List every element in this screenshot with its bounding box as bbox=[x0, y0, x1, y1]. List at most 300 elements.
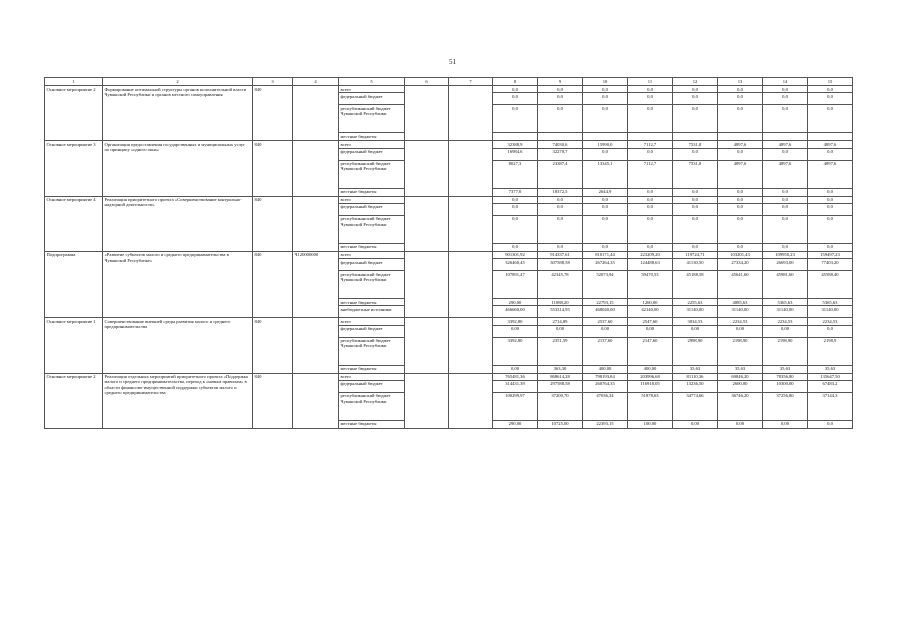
value-cell bbox=[808, 133, 853, 141]
source-cell: всего bbox=[339, 196, 405, 203]
value-cell: 18372,5 bbox=[538, 188, 583, 196]
empty-cell bbox=[449, 141, 493, 148]
source-cell: местные бюджеты bbox=[339, 299, 405, 306]
header-cell: 1 bbox=[45, 78, 103, 86]
target-code-cell: Ч120000000 bbox=[293, 251, 339, 318]
value-cell: 2644,9 bbox=[583, 188, 628, 196]
title-cell: Организация предоставления государственных и муниципальных услуг по принципу «одного окна» bbox=[103, 141, 253, 196]
value-cell: 0,0 bbox=[538, 196, 583, 203]
empty-cell bbox=[449, 243, 493, 251]
header-cell: 9 bbox=[538, 78, 583, 86]
value-cell: 290,00 bbox=[493, 299, 538, 306]
value-cell: 765481,36 bbox=[493, 373, 538, 380]
source-cell: местные бюджеты bbox=[339, 243, 405, 251]
value-cell: 7112,7 bbox=[628, 141, 673, 148]
value-cell: 0,0 bbox=[673, 93, 718, 105]
value-cell: 0,0 bbox=[538, 93, 583, 105]
value-cell: 0,0 bbox=[628, 86, 673, 93]
value-cell: 77403,20 bbox=[808, 259, 853, 271]
empty-cell bbox=[449, 420, 493, 428]
empty-cell bbox=[405, 86, 449, 93]
empty-cell bbox=[405, 420, 449, 428]
value-cell bbox=[583, 133, 628, 141]
value-cell: 100,00 bbox=[628, 420, 673, 428]
value-cell: 2998,90 bbox=[673, 337, 718, 365]
value-cell: 2198,90 bbox=[718, 337, 763, 365]
source-cell: федеральный бюджет bbox=[339, 203, 405, 215]
empty-cell bbox=[405, 259, 449, 271]
value-cell: 400,00 bbox=[628, 365, 673, 373]
empty-cell bbox=[449, 133, 493, 141]
value-cell: 2714,89 bbox=[538, 318, 583, 325]
title-cell: «Развитие субъектов малого и среднего предпринимательства в Чувашской Республике» bbox=[103, 251, 253, 318]
value-cell: 15990,0 bbox=[583, 141, 628, 148]
title-cell: Реализация отдельных мероприятий приоритетного проекта «Поддержка малого и среднего предпринимательства, переход к «новым правилам» в области финансово-имущественной поддержки субъектов малого и среднего предпринимательства bbox=[103, 373, 253, 428]
value-cell: 0,0 bbox=[493, 243, 538, 251]
empty-cell bbox=[405, 105, 449, 133]
value-cell bbox=[673, 133, 718, 141]
target-code-cell bbox=[293, 196, 339, 251]
value-cell: 0,0 bbox=[583, 243, 628, 251]
empty-cell bbox=[449, 251, 493, 258]
value-cell: 0,0 bbox=[583, 215, 628, 243]
table-row bbox=[45, 141, 853, 148]
value-cell bbox=[718, 133, 763, 141]
value-cell: 0,0 bbox=[808, 243, 853, 251]
value-cell: 0,0 bbox=[628, 188, 673, 196]
header-cell: 14 bbox=[763, 78, 808, 86]
value-cell: 468040,00 bbox=[583, 306, 628, 318]
header-cell: 12 bbox=[673, 78, 718, 86]
value-cell: 5365,63 bbox=[808, 299, 853, 306]
value-cell: 0,0 bbox=[808, 196, 853, 203]
status-cell: Основное мероприятие 1 bbox=[45, 318, 103, 373]
empty-cell bbox=[449, 105, 493, 133]
value-cell: 0,0 bbox=[718, 86, 763, 93]
empty-cell bbox=[449, 160, 493, 188]
value-cell: 0,0 bbox=[673, 148, 718, 160]
table-row bbox=[45, 86, 853, 93]
value-cell: 0,0 bbox=[718, 215, 763, 243]
value-cell: 0,0 bbox=[763, 215, 808, 243]
value-cell: 2537,60 bbox=[583, 318, 628, 325]
value-cell: 16984,6 bbox=[493, 148, 538, 160]
title-cell: Совершенствование внешней среды развития малого и среднего предпринимательства bbox=[103, 318, 253, 373]
source-cell: федеральный бюджет bbox=[339, 93, 405, 105]
source-cell: федеральный бюджет bbox=[339, 380, 405, 392]
empty-cell bbox=[405, 318, 449, 325]
source-cell: всего bbox=[339, 373, 405, 380]
value-cell: 7531,8 bbox=[673, 141, 718, 148]
header-cell: 2 bbox=[103, 78, 253, 86]
value-cell: 0,00 bbox=[718, 420, 763, 428]
target-code-cell bbox=[293, 373, 339, 428]
value-cell: 100299,97 bbox=[493, 392, 538, 420]
value-cell: 0,0 bbox=[538, 105, 583, 133]
value-cell: 109950,23 bbox=[763, 251, 808, 258]
empty-cell bbox=[449, 392, 493, 420]
empty-cell bbox=[449, 271, 493, 299]
table-row bbox=[45, 318, 853, 325]
value-cell: 0,0 bbox=[718, 93, 763, 105]
value-cell: 45188,58 bbox=[673, 271, 718, 299]
table-row bbox=[45, 373, 853, 380]
empty-cell bbox=[449, 337, 493, 365]
empty-cell bbox=[449, 196, 493, 203]
empty-cell bbox=[449, 299, 493, 306]
value-cell: 4885,63 bbox=[718, 299, 763, 306]
empty-cell bbox=[449, 306, 493, 318]
value-cell: 0,0 bbox=[763, 148, 808, 160]
value-cell: 4897,6 bbox=[718, 160, 763, 188]
value-cell: 52073,94 bbox=[583, 271, 628, 299]
value-cell: 0,0 bbox=[628, 196, 673, 203]
value-cell: 0,0 bbox=[808, 325, 853, 337]
value-cell: 326460,45 bbox=[493, 259, 538, 271]
empty-cell bbox=[405, 373, 449, 380]
header-cell: 6 bbox=[405, 78, 449, 86]
value-cell: 37200,70 bbox=[538, 392, 583, 420]
value-cell: 0,0 bbox=[538, 86, 583, 93]
value-cell: 0,0 bbox=[673, 196, 718, 203]
value-cell: 3034,53 bbox=[673, 318, 718, 325]
value-cell: 2351,59 bbox=[538, 337, 583, 365]
value-cell: 0,0 bbox=[763, 86, 808, 93]
value-cell: 0,0 bbox=[493, 196, 538, 203]
value-cell: 10300,00 bbox=[763, 380, 808, 392]
value-cell: 0,0 bbox=[628, 215, 673, 243]
value-cell: 0,0 bbox=[583, 93, 628, 105]
value-cell: 0,0 bbox=[763, 203, 808, 215]
value-cell: 36746,20 bbox=[718, 392, 763, 420]
value-cell: 37144,3 bbox=[808, 392, 853, 420]
value-cell: 0,0 bbox=[763, 105, 808, 133]
value-cell: 2234,53 bbox=[718, 318, 763, 325]
value-cell: 107891,47 bbox=[493, 271, 538, 299]
empty-cell bbox=[405, 365, 449, 373]
executor-code-cell: 840 bbox=[253, 318, 293, 373]
empty-cell bbox=[449, 93, 493, 105]
value-cell: 0,00 bbox=[673, 325, 718, 337]
value-cell: 37256,80 bbox=[763, 392, 808, 420]
value-cell: 42140,00 bbox=[628, 306, 673, 318]
value-cell: 81110,36 bbox=[673, 373, 718, 380]
value-cell: 1260,00 bbox=[628, 299, 673, 306]
value-cell: 0,0 bbox=[718, 105, 763, 133]
header-cell: 11 bbox=[628, 78, 673, 86]
value-cell: 0,0 bbox=[808, 93, 853, 105]
value-cell: 0,0 bbox=[808, 105, 853, 133]
source-cell: внебюджетные источники bbox=[339, 306, 405, 318]
value-cell: 363,30 bbox=[538, 365, 583, 373]
value-cell: 45981,60 bbox=[763, 271, 808, 299]
empty-cell bbox=[405, 380, 449, 392]
value-cell bbox=[493, 133, 538, 141]
header-cell: 4 bbox=[293, 78, 339, 86]
value-cell: 0,0 bbox=[583, 203, 628, 215]
header-cell: 10 bbox=[583, 78, 628, 86]
value-cell: 267264,35 bbox=[583, 259, 628, 271]
header-cell: 7 bbox=[449, 78, 493, 86]
value-cell: 2198,90 bbox=[763, 337, 808, 365]
value-cell: 297588,58 bbox=[538, 380, 583, 392]
page-number: 51 bbox=[449, 58, 456, 66]
value-cell: 0,0 bbox=[493, 86, 538, 93]
source-cell: федеральный бюджет bbox=[339, 325, 405, 337]
value-cell: 42345,78 bbox=[538, 271, 583, 299]
value-cell: 67483,2 bbox=[808, 380, 853, 392]
source-cell: республиканский бюджет Чувашской Республики bbox=[339, 160, 405, 188]
value-cell: 31140,00 bbox=[673, 306, 718, 318]
value-cell: 5365,63 bbox=[763, 299, 808, 306]
value-cell: 0,0 bbox=[538, 215, 583, 243]
empty-cell bbox=[405, 243, 449, 251]
title-cell: Реализация приоритетного проекта «Совершенствование контрольно-надзорной деятельности» bbox=[103, 196, 253, 251]
value-cell: 0,0 bbox=[673, 86, 718, 93]
empty-cell bbox=[405, 325, 449, 337]
value-cell: 35,63 bbox=[718, 365, 763, 373]
title-cell: Формирование оптимальной структуры органов исполнительной власти Чувашской Республики и органов местного самоуправления bbox=[103, 86, 253, 141]
source-cell: республиканский бюджет Чувашской Республики bbox=[339, 105, 405, 133]
header-cell: 5 bbox=[339, 78, 405, 86]
status-cell: Подпрограмма bbox=[45, 251, 103, 318]
status-cell: Основное мероприятие 2 bbox=[45, 86, 103, 141]
value-cell: 13345,1 bbox=[583, 160, 628, 188]
empty-cell bbox=[449, 188, 493, 196]
empty-cell bbox=[405, 148, 449, 160]
value-cell: 0,0 bbox=[493, 93, 538, 105]
value-cell: 59470,53 bbox=[628, 271, 673, 299]
value-cell: 2547,60 bbox=[628, 318, 673, 325]
source-cell: республиканский бюджет Чувашской Республики bbox=[339, 215, 405, 243]
executor-code-cell: 840 bbox=[253, 141, 293, 196]
empty-cell bbox=[405, 392, 449, 420]
value-cell: 0,0 bbox=[718, 243, 763, 251]
value-cell: 223209,20 bbox=[628, 251, 673, 258]
header-cell: 13 bbox=[718, 78, 763, 86]
empty-cell bbox=[405, 188, 449, 196]
value-cell: 2147,60 bbox=[628, 337, 673, 365]
value-cell: 0,00 bbox=[493, 365, 538, 373]
value-cell: 553314,95 bbox=[538, 306, 583, 318]
value-cell: 11088,20 bbox=[538, 299, 583, 306]
executor-code-cell: 840 bbox=[253, 196, 293, 251]
source-cell: всего bbox=[339, 251, 405, 258]
empty-cell bbox=[449, 365, 493, 373]
value-cell: 22393,15 bbox=[583, 420, 628, 428]
value-cell: 45641,60 bbox=[718, 271, 763, 299]
value-cell: 0,0 bbox=[763, 243, 808, 251]
value-cell: 3392,80 bbox=[493, 337, 538, 365]
value-cell: 868614,28 bbox=[538, 373, 583, 380]
status-cell: Основное мероприятие 3 bbox=[45, 141, 103, 196]
source-cell: всего bbox=[339, 318, 405, 325]
source-cell: местные бюджеты bbox=[339, 188, 405, 196]
executor-code-cell: 840 bbox=[253, 373, 293, 428]
value-cell: 0,0 bbox=[808, 148, 853, 160]
source-cell: республиканский бюджет Чувашской Республики bbox=[339, 337, 405, 365]
value-cell: 0,0 bbox=[538, 243, 583, 251]
value-cell: 124488,63 bbox=[628, 259, 673, 271]
value-cell: 0,0 bbox=[583, 105, 628, 133]
value-cell: 203996,68 bbox=[628, 373, 673, 380]
value-cell: 31140,00 bbox=[808, 306, 853, 318]
value-cell: 47036,34 bbox=[583, 392, 628, 420]
empty-cell bbox=[449, 148, 493, 160]
empty-cell bbox=[405, 215, 449, 243]
value-cell: 13236,50 bbox=[673, 380, 718, 392]
value-cell: 0,0 bbox=[493, 105, 538, 133]
value-cell: 307588,58 bbox=[538, 259, 583, 271]
value-cell: 41130,50 bbox=[673, 259, 718, 271]
value-cell: 0,0 bbox=[808, 420, 853, 428]
value-cell: 78356,80 bbox=[763, 373, 808, 380]
value-cell: 119724,71 bbox=[673, 251, 718, 258]
header-row bbox=[45, 78, 853, 86]
empty-cell bbox=[405, 337, 449, 365]
empty-cell bbox=[405, 160, 449, 188]
value-cell: 260764,35 bbox=[583, 380, 628, 392]
target-code-cell bbox=[293, 86, 339, 141]
source-cell: федеральный бюджет bbox=[339, 259, 405, 271]
value-cell: 0,00 bbox=[538, 325, 583, 337]
status-cell: Основное мероприятие 2 bbox=[45, 373, 103, 428]
empty-cell bbox=[405, 299, 449, 306]
value-cell: 4897,6 bbox=[808, 141, 853, 148]
value-cell: 31140,00 bbox=[718, 306, 763, 318]
value-cell: 0,0 bbox=[808, 86, 853, 93]
value-cell: 7377,0 bbox=[493, 188, 538, 196]
value-cell: 0,0 bbox=[628, 148, 673, 160]
value-cell: 0,0 bbox=[673, 105, 718, 133]
value-cell: 0,0 bbox=[808, 203, 853, 215]
source-cell: местные бюджеты bbox=[339, 365, 405, 373]
value-cell: 314431,39 bbox=[493, 380, 538, 392]
value-cell: 798193,84 bbox=[583, 373, 628, 380]
executor-code-cell: 840 bbox=[253, 86, 293, 141]
value-cell: 35,63 bbox=[808, 365, 853, 373]
empty-cell bbox=[405, 93, 449, 105]
value-cell: 0,00 bbox=[628, 325, 673, 337]
value-cell: 0,0 bbox=[628, 243, 673, 251]
value-cell: 0,00 bbox=[763, 325, 808, 337]
header-cell: 8 bbox=[493, 78, 538, 86]
value-cell: 0,0 bbox=[763, 196, 808, 203]
value-cell: 3392,80 bbox=[493, 318, 538, 325]
empty-cell bbox=[405, 196, 449, 203]
value-cell: 51878,63 bbox=[628, 392, 673, 420]
source-cell: местные бюджеты bbox=[339, 420, 405, 428]
value-cell: 7112,7 bbox=[628, 160, 673, 188]
source-cell: республиканский бюджет Чувашской Республики bbox=[339, 392, 405, 420]
value-cell: 4897,6 bbox=[808, 160, 853, 188]
value-cell: 0,0 bbox=[763, 188, 808, 196]
value-cell: 0,0 bbox=[493, 215, 538, 243]
value-cell: 0,0 bbox=[583, 148, 628, 160]
value-cell: 0,0 bbox=[673, 243, 718, 251]
value-cell: 0,0 bbox=[628, 105, 673, 133]
table-row bbox=[45, 196, 853, 203]
value-cell: 0,00 bbox=[493, 325, 538, 337]
value-cell: 0,0 bbox=[628, 203, 673, 215]
source-cell: местные бюджеты bbox=[339, 133, 405, 141]
value-cell: 0,0 bbox=[583, 196, 628, 203]
empty-cell bbox=[405, 251, 449, 258]
value-cell: 0,00 bbox=[718, 325, 763, 337]
empty-cell bbox=[449, 86, 493, 93]
value-cell: 159497,23 bbox=[808, 251, 853, 258]
value-cell: 0,0 bbox=[673, 188, 718, 196]
empty-cell bbox=[449, 373, 493, 380]
header-cell: 15 bbox=[808, 78, 853, 86]
value-cell: 31140,00 bbox=[763, 306, 808, 318]
value-cell: 0,0 bbox=[763, 93, 808, 105]
value-cell: 810171,44 bbox=[583, 251, 628, 258]
value-cell bbox=[628, 133, 673, 141]
value-cell: 0,0 bbox=[718, 203, 763, 215]
value-cell: 4897,6 bbox=[763, 141, 808, 148]
value-cell: 4897,6 bbox=[763, 160, 808, 188]
header-cell: 3 bbox=[253, 78, 293, 86]
target-code-cell bbox=[293, 318, 339, 373]
source-cell: всего bbox=[339, 141, 405, 148]
value-cell: 0,0 bbox=[493, 203, 538, 215]
empty-cell bbox=[449, 259, 493, 271]
value-cell: 103201,43 bbox=[718, 251, 763, 258]
value-cell: 2198,9 bbox=[808, 337, 853, 365]
value-cell: 35,63 bbox=[763, 365, 808, 373]
empty-cell bbox=[405, 141, 449, 148]
value-cell: 2137,60 bbox=[583, 337, 628, 365]
value-cell: 0,0 bbox=[538, 203, 583, 215]
value-cell: 116918,05 bbox=[628, 380, 673, 392]
empty-cell bbox=[449, 380, 493, 392]
value-cell: 74030,6 bbox=[538, 141, 583, 148]
value-cell: 2234,53 bbox=[763, 318, 808, 325]
value-cell: 0,0 bbox=[628, 93, 673, 105]
value-cell: 0,00 bbox=[673, 420, 718, 428]
value-cell: 26693,00 bbox=[763, 259, 808, 271]
target-code-cell bbox=[293, 141, 339, 196]
value-cell: 69846,20 bbox=[718, 373, 763, 380]
value-cell: 0,0 bbox=[718, 148, 763, 160]
value-cell: 32270,7 bbox=[538, 148, 583, 160]
value-cell: 466660,00 bbox=[493, 306, 538, 318]
value-cell: 0,0 bbox=[673, 203, 718, 215]
value-cell: 0,0 bbox=[673, 215, 718, 243]
value-cell: 0,0 bbox=[718, 188, 763, 196]
empty-cell bbox=[405, 203, 449, 215]
value-cell: 2234,53 bbox=[808, 318, 853, 325]
value-cell: 32388,9 bbox=[493, 141, 538, 148]
value-cell: 35,63 bbox=[673, 365, 718, 373]
value-cell: 914337,61 bbox=[538, 251, 583, 258]
value-cell: 8027,3 bbox=[493, 160, 538, 188]
empty-cell bbox=[449, 215, 493, 243]
value-cell: 2255,63 bbox=[673, 299, 718, 306]
source-cell: всего bbox=[339, 86, 405, 93]
value-cell: 7531,8 bbox=[673, 160, 718, 188]
table-row bbox=[45, 251, 853, 258]
empty-cell bbox=[405, 133, 449, 141]
value-cell: 0,0 bbox=[583, 86, 628, 93]
value-cell: 22793,15 bbox=[583, 299, 628, 306]
value-cell: 0,00 bbox=[763, 420, 808, 428]
source-cell: федеральный бюджет bbox=[339, 148, 405, 160]
executor-code-cell: 840 bbox=[253, 251, 293, 318]
source-cell: республиканский бюджет Чувашской Республики bbox=[339, 271, 405, 299]
value-cell bbox=[763, 133, 808, 141]
